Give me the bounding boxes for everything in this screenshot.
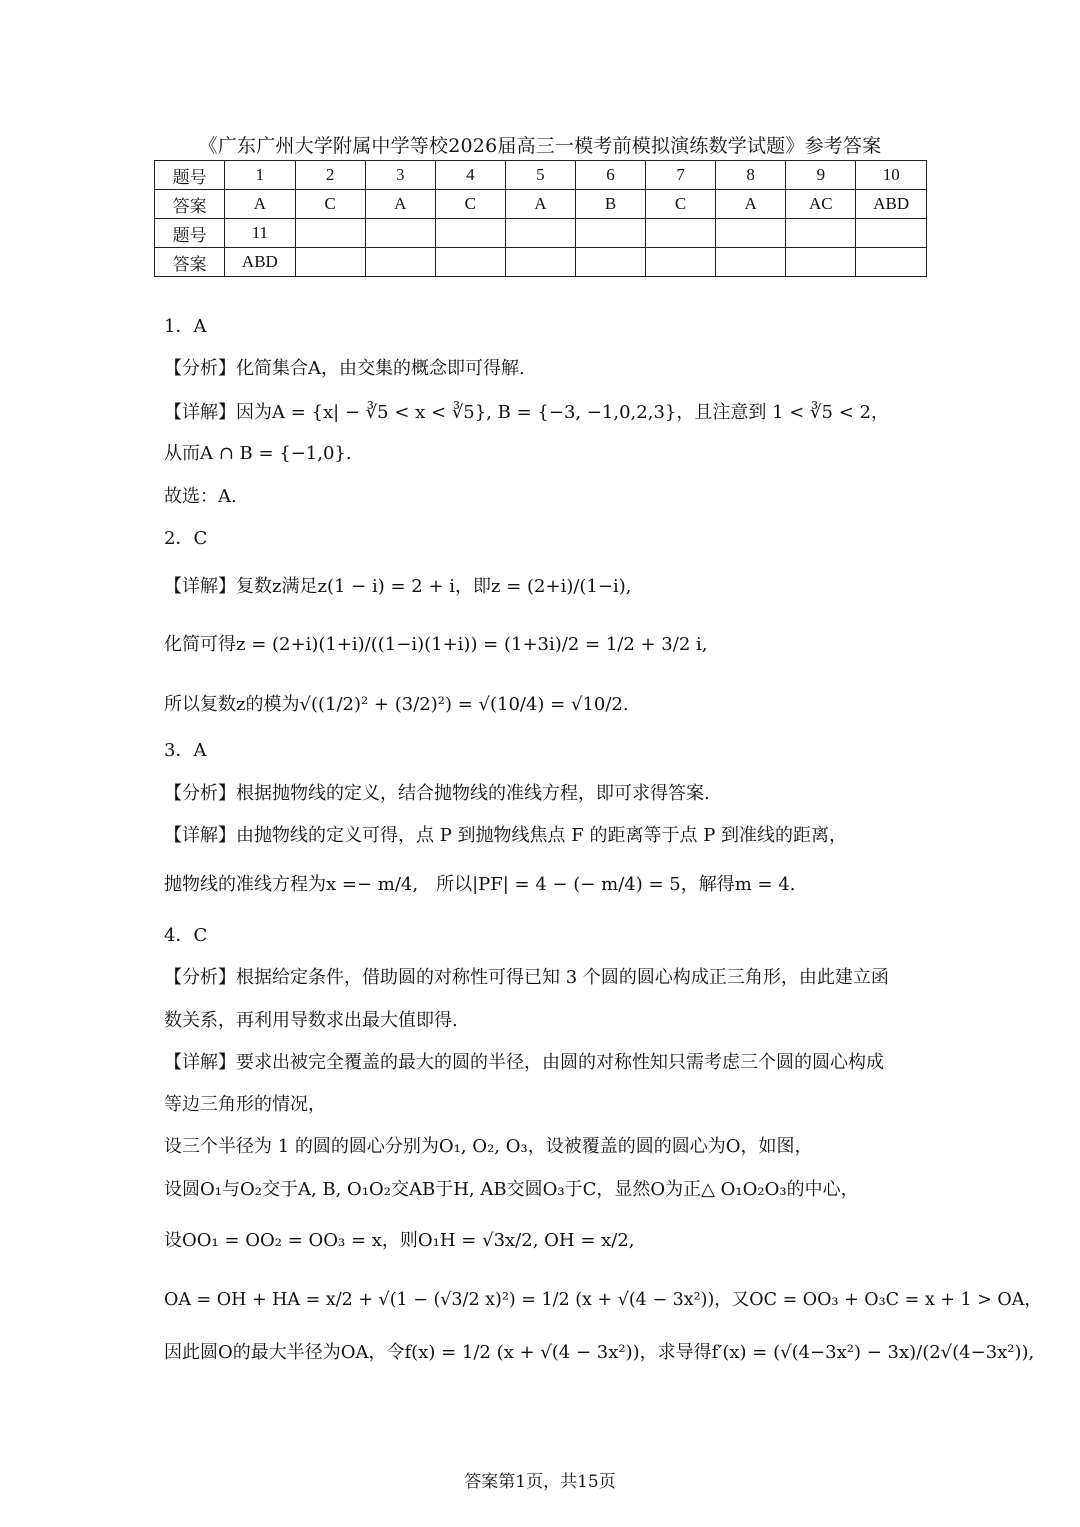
table-cell: 8 (716, 161, 786, 190)
table-cell (786, 248, 856, 277)
q1-analysis: 【分析】化简集合A，由交集的概念即可得解. (164, 358, 525, 379)
table-row (155, 248, 927, 277)
table-cell: A (505, 190, 575, 219)
table-cell (365, 248, 435, 277)
table-cell: 5 (505, 161, 575, 190)
table-cell: 9 (786, 161, 856, 190)
q4-line-3: 设三个半径为 1 的圆的圆心分别为O₁, O₂, O₃，设被覆盖的圆的圆心为O，如图， (164, 1136, 813, 1157)
q4-detail-2: 等边三角形的情况， (164, 1094, 326, 1115)
q4-detail-1: 【详解】要求出被完全覆盖的最大的圆的半径，由圆的对称性知只需考虑三个圆的圆心构成 (164, 1052, 884, 1073)
table-cell: 10 (856, 161, 927, 190)
table-cell (505, 248, 575, 277)
q2-heading: 2．C (164, 528, 208, 549)
table-cell (365, 219, 435, 248)
table-cell: C (295, 190, 365, 219)
table-cell: ABD (225, 248, 295, 277)
table-row-label: 题号 (155, 161, 225, 190)
answer-table (154, 160, 927, 277)
q3-detail-2: 抛物线的准线方程为x =− m/4, 所以|PF| = 4 − (− m/4) = 5，解得m = 4. (164, 874, 796, 895)
table-cell (646, 219, 716, 248)
table-cell: 3 (365, 161, 435, 190)
q4-line-7: 因此圆O的最大半径为OA，令f(x) = 1/2 (x + √(4 − 3x²))，求导得f′(x) = (√(4−3x²) − 3x)/(2√(4−3x²)), (164, 1342, 1035, 1363)
q3-detail: 【详解】由抛物线的定义可得，点 P 到抛物线焦点 F 的距离等于点 P 到准线的距离， (164, 825, 848, 846)
table-cell: 2 (295, 161, 365, 190)
q4-analysis-2: 数关系，再利用导数求出最大值即得. (164, 1010, 458, 1031)
q3-analysis: 【分析】根据抛物线的定义，结合抛物线的准线方程，即可求得答案. (164, 783, 710, 804)
table-cell (856, 248, 927, 277)
table-cell: 7 (646, 161, 716, 190)
q2-modulus: 所以复数z的模为√((1/2)² + (3/2)²) = √(10/4) = √10/2. (164, 694, 629, 715)
table-cell: C (435, 190, 505, 219)
q4-line-4: 设圆O₁与O₂交于A, B, O₁O₂交AB于H, AB交圆O₃于C，显然O为正△ O₁O₂O₃的中心， (164, 1179, 859, 1200)
table-row (155, 219, 927, 248)
table-cell (295, 248, 365, 277)
table-cell: 1 (225, 161, 295, 190)
q4-line-5: 设OO₁ = OO₂ = OO₃ = x，则O₁H = √3x/2, OH = x/2, (164, 1230, 635, 1251)
q3-heading: 3．A (164, 740, 207, 761)
page-title: 《广东广州大学附属中学等校2026届高三一模考前模拟演练数学试题》参考答案 (198, 135, 882, 157)
page-footer: 答案第1页，共15页 (464, 1472, 616, 1492)
table-cell (295, 219, 365, 248)
q1-detail: 【详解】因为A = {x| − ∛5 < x < ∛5}, B = {−3, −1,0,2,3}，且注意到 1 < ∛5 < 2， (164, 402, 889, 423)
table-row-label: 答案 (155, 190, 225, 219)
table-row (155, 161, 927, 190)
table-cell: ABD (856, 190, 927, 219)
q1-choose: 故选：A. (164, 486, 237, 507)
q1-detail-2: 从而A ∩ B = {−1,0}. (164, 443, 352, 464)
table-cell: 6 (575, 161, 645, 190)
table-row (155, 190, 927, 219)
q4-analysis-1: 【分析】根据给定条件，借助圆的对称性可得已知 3 个圆的圆心构成正三角形，由此建立函 (164, 967, 889, 988)
table-row-label: 题号 (155, 219, 225, 248)
q4-line-6: OA = OH + HA = x/2 + √(1 − (√3/2 x)²) = 1/2 (x + √(4 − 3x²))，又OC = OO₃ + O₃C = x + 1 > OA， (164, 1290, 1042, 1310)
table-cell: AC (786, 190, 856, 219)
table-cell (646, 248, 716, 277)
table-cell (435, 219, 505, 248)
table-row-label: 答案 (155, 248, 225, 277)
q4-heading: 4．C (164, 925, 208, 946)
table-cell: A (225, 190, 295, 219)
table-cell (505, 219, 575, 248)
table-cell (716, 219, 786, 248)
table-cell (716, 248, 786, 277)
table-cell (575, 248, 645, 277)
table-cell (786, 219, 856, 248)
table-cell (856, 219, 927, 248)
q2-simplify: 化简可得z = (2+i)(1+i)/((1−i)(1+i)) = (1+3i)/2 = 1/2 + 3/2 i, (164, 634, 708, 655)
table-cell: A (716, 190, 786, 219)
table-cell: 11 (225, 219, 295, 248)
q2-detail: 【详解】复数z满足z(1 − i) = 2 + i，即z = (2+i)/(1−i), (164, 576, 632, 597)
table-cell (575, 219, 645, 248)
table-cell: 4 (435, 161, 505, 190)
table-cell: B (575, 190, 645, 219)
q1-heading: 1．A (164, 316, 207, 337)
table-cell: A (365, 190, 435, 219)
table-cell: C (646, 190, 716, 219)
table-cell (435, 248, 505, 277)
